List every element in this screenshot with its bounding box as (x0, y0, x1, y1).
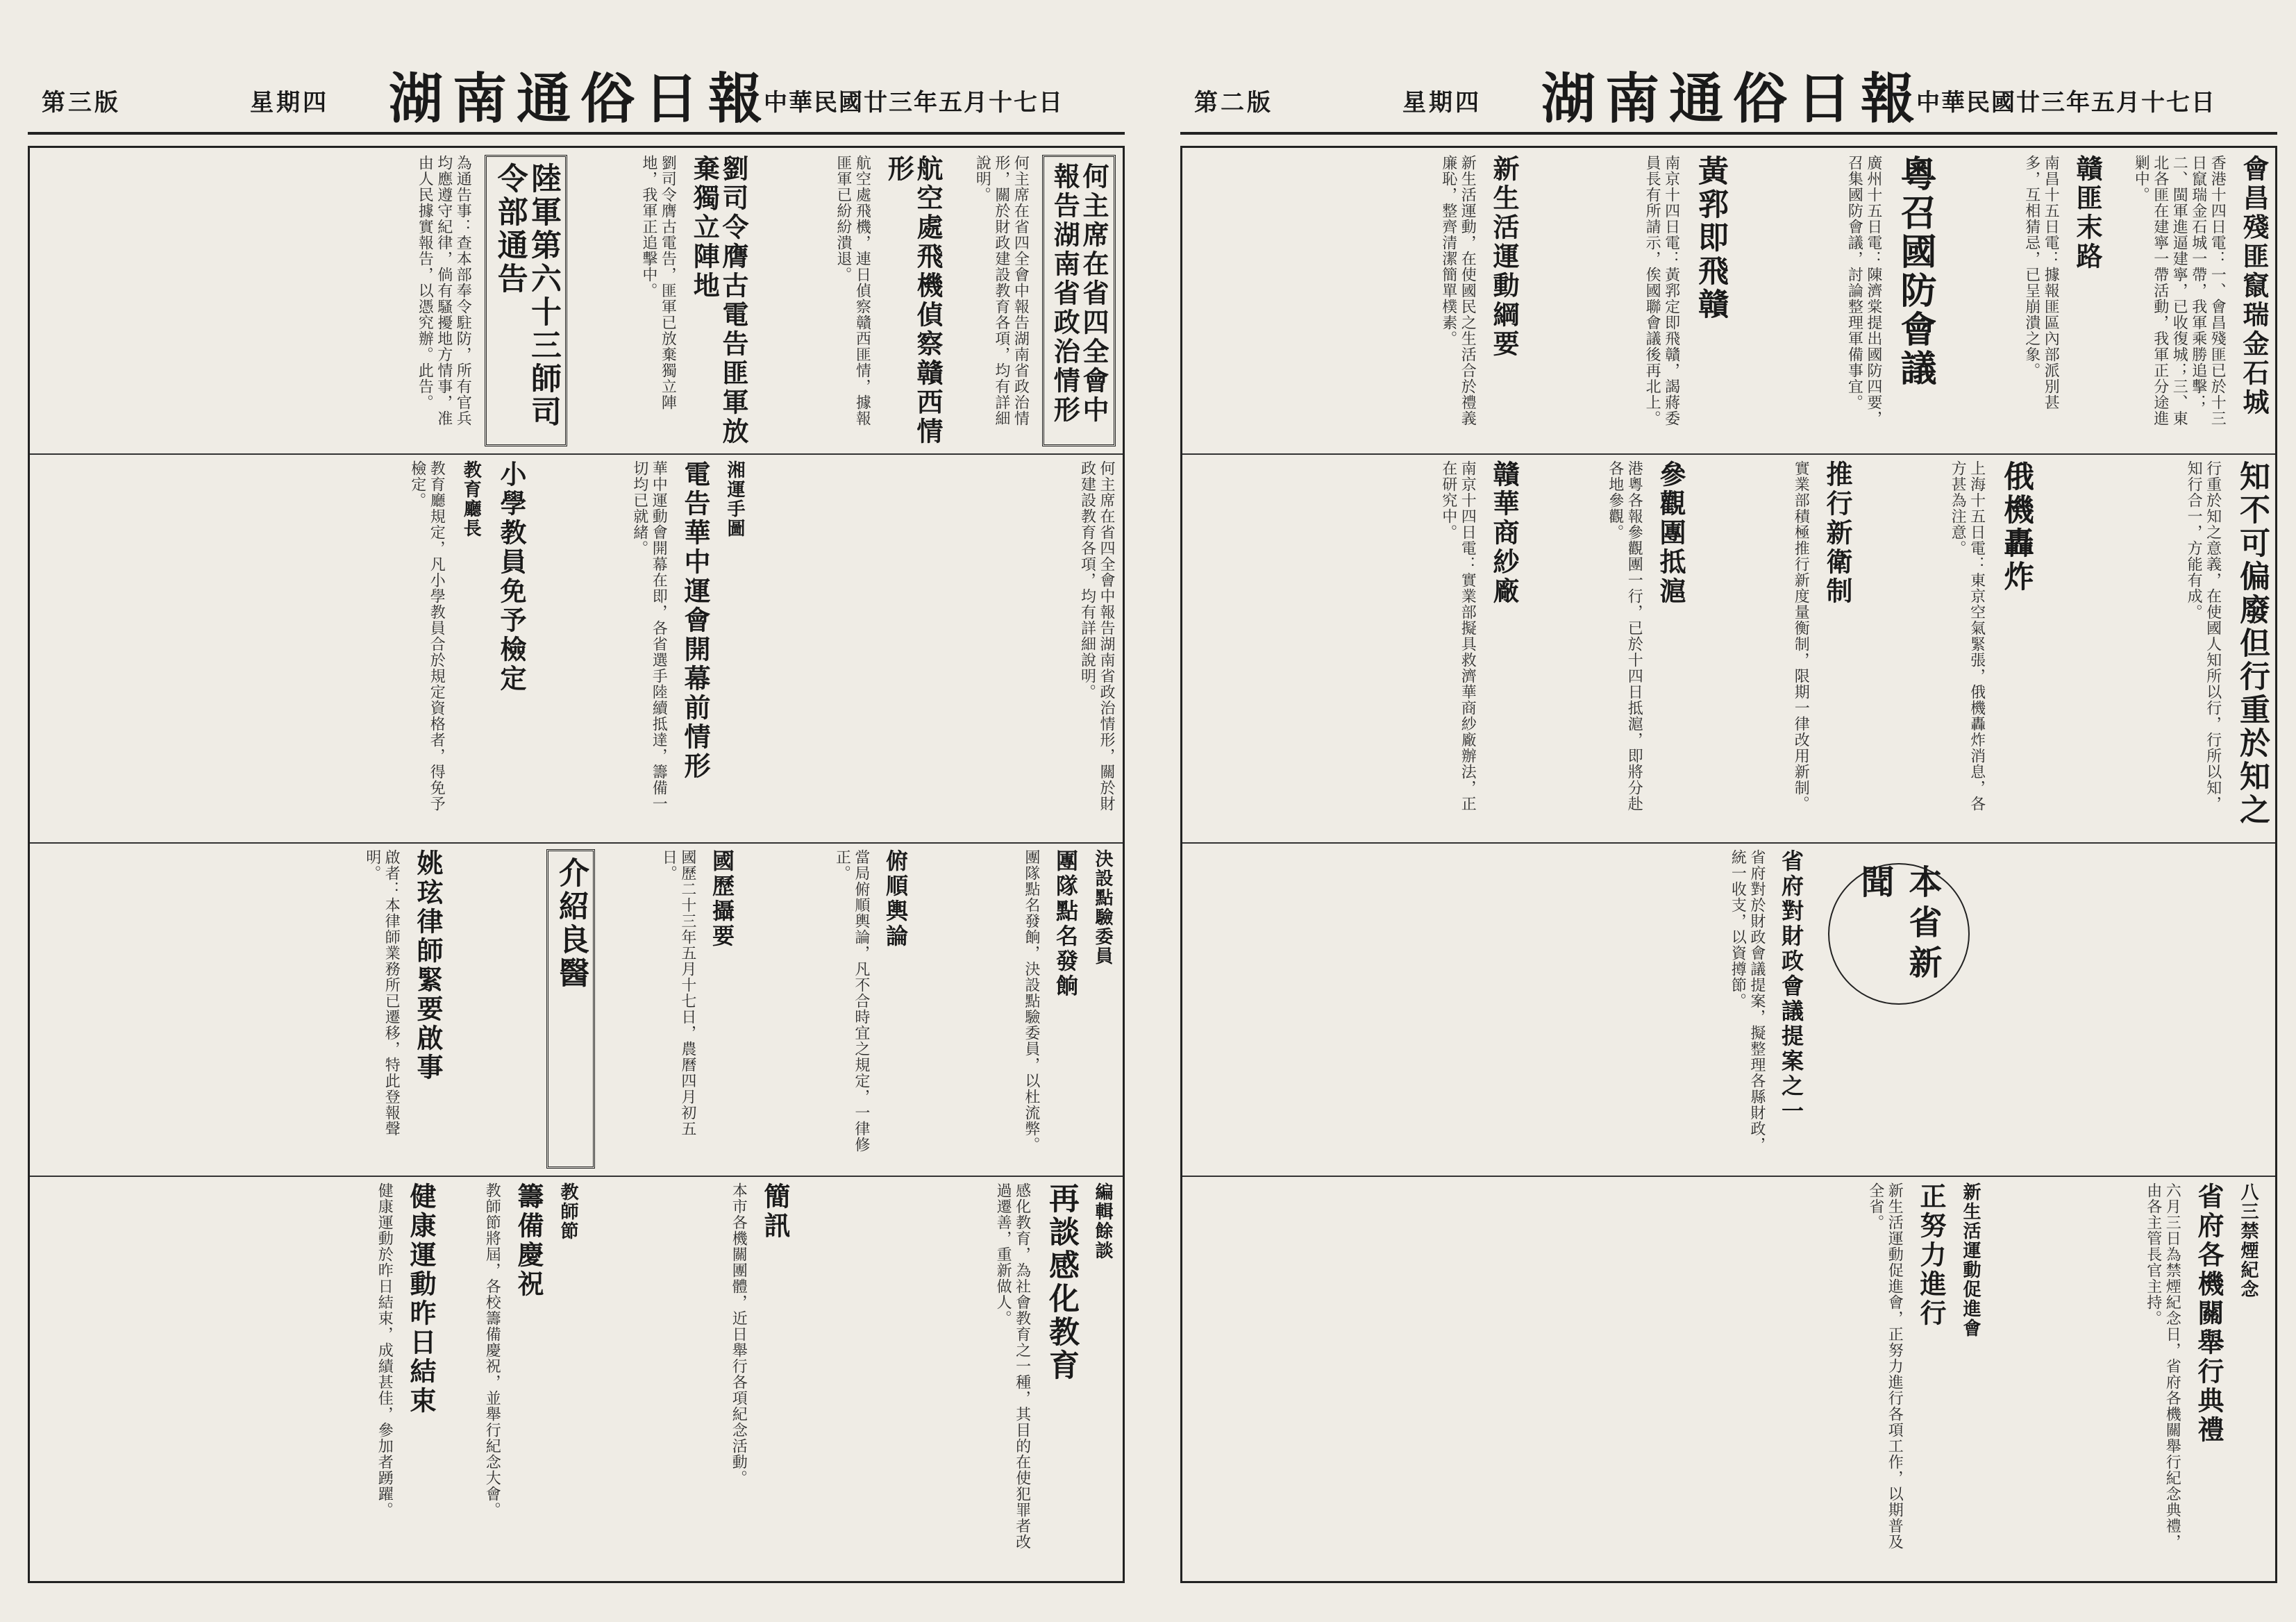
issue-date: 中華民國廿三年五月十七日 (1916, 89, 2216, 117)
masthead (28, 42, 1125, 135)
article-headline: 會昌殘匪竄瑞金石城 (2238, 155, 2270, 417)
article-headline: 俯順輿論 (882, 849, 909, 949)
article-body: 國歷二十三年五月十七日，農曆四月初五日。 (660, 849, 696, 1137)
article-body: 當局俯順輿論，凡不合時宜之規定，一律修正。 (833, 849, 870, 1153)
article-body: 何主席在省四全會中報告湖南省政治情形，關於財政建設教育各項，均有詳細說明。 (973, 155, 1030, 426)
article (2011, 1182, 2261, 1571)
article-headline: 贛匪末路 (2072, 155, 2103, 271)
article-subhead: 八三禁煙紀念 (2238, 1182, 2259, 1299)
article-subhead: 湘運手圖 (724, 460, 745, 538)
article-headline: 團隊點名發餉 (1053, 849, 1079, 999)
article (317, 1182, 435, 1571)
article-headline: 再談感化教育 (1044, 1182, 1079, 1382)
article-headline: 何主席在省四全會中報告湖南省政治情形 (1042, 155, 1116, 446)
section-divider (30, 842, 1123, 844)
section-title: 本省新聞 (1855, 864, 1942, 985)
article (1761, 1182, 1984, 1571)
article-headline: 贛華商紗廠 (1489, 460, 1520, 606)
weekday-label: 星期四 (1402, 89, 1482, 117)
article-body: 健康運動於昨日結束，成績甚佳，參加者踴躍。 (376, 1182, 394, 1518)
article-headline: 小學教員免予檢定 (496, 460, 527, 694)
article-headline: 省府各機關舉行典禮 (2193, 1182, 2224, 1445)
article-body: 香港十四日電：一、會昌殘匪已於十三日竄瑞金石城一帶，我軍乘勝追擊；二、閩軍進逼建寧，已收復城；三、東北各匪在建寧一帶活動，我軍正分途進剿中。 (2132, 155, 2227, 426)
issue-date: 中華民國廿三年五月十七日 (764, 89, 1064, 117)
article (609, 1182, 789, 1571)
article (1380, 460, 1518, 835)
article-body: 行重於知之意義，在使國人知所以行，行所以知，知行合一，方能有成。 (2185, 460, 2222, 812)
article-headline: 姚玹律師緊要啟事 (412, 849, 444, 1082)
article-body: 六月三日為禁煙紀念日，省府各機關舉行紀念典禮，由各主管長官主持。 (2144, 1182, 2181, 1550)
masthead (1180, 42, 2277, 135)
article-body: 新生活運動促進會，正努力進行各項工作，以期普及全省。 (1866, 1182, 1904, 1550)
article-subhead: 教師節 (558, 1182, 578, 1241)
article-headline: 正努力進行 (1916, 1182, 1947, 1328)
page-body (28, 146, 1125, 1583)
local-news-emblem (1828, 863, 1970, 1005)
page-body (1180, 146, 2277, 1583)
article-headline: 推行新衛制 (1822, 460, 1853, 606)
edition-label: 第二版 (1194, 89, 1273, 117)
article (345, 460, 526, 835)
article-body: 南昌十五日電：據報匪區內部派別甚多，互相猜忌，已呈崩潰之象。 (2022, 155, 2060, 410)
article (553, 460, 748, 835)
paper-name: 湖南通俗日報 (1541, 67, 1925, 131)
article-headline: 劉司令膺古電告匪軍放棄獨立陣地 (689, 155, 749, 446)
article (1963, 155, 2102, 446)
article-headline: 知不可偏廢但行重於知之 (2234, 460, 2270, 827)
article-headline: 新生活運動綱要 (1489, 155, 1520, 359)
article-headline: 電告華中運會開幕前情形 (680, 460, 711, 781)
article-body: 本市各機關團體，近日舉行各項紀念活動。 (730, 1182, 748, 1486)
article-body: 省府對於財政會議提案，擬整理各縣財政，統一收支，以資撙節。 (1729, 849, 1766, 1153)
article (970, 155, 1116, 446)
article-headline: 介紹良醫 (546, 849, 595, 1169)
article-headline: 俄機轟炸 (1998, 460, 2034, 594)
article-headline: 健康運動昨日結束 (405, 1182, 437, 1416)
article (2129, 155, 2268, 446)
edition-label: 第三版 (42, 89, 121, 117)
article-subhead: 新生活運動促進會 (1960, 1182, 1981, 1338)
article-body: 團隊點名發餉，決設點驗委員，以杜流弊。 (1022, 849, 1040, 1153)
article (769, 849, 907, 1169)
page-edition-two (1180, 42, 2277, 1590)
article (769, 460, 1116, 835)
article-body: 南京十四日電：黃郛定即飛贛，謁蔣委員長有所請示，俟國聯會議後再北上。 (1643, 155, 1680, 426)
article-headline: 省府對財政會議提案之一 (1778, 849, 1804, 1124)
article (345, 155, 567, 446)
section-divider (30, 1176, 1123, 1177)
article-headline: 籌備慶祝 (513, 1182, 544, 1299)
article (1713, 460, 1852, 835)
article (810, 1182, 1116, 1571)
article-body: 教師節將屆，各校籌備慶祝，並舉行紀念大會。 (483, 1182, 501, 1518)
section-divider (1182, 1176, 2275, 1177)
article (1754, 155, 1935, 446)
article-body: 上海十五日電：東京空氣緊張，俄機轟炸消息，各方甚為注意。 (1949, 460, 1986, 812)
article (595, 155, 748, 446)
article-subhead: 編輯餘談 (1092, 1182, 1113, 1260)
article-headline: 國歷攝要 (709, 849, 735, 949)
article-subhead: 教育廳長 (460, 460, 482, 538)
article-body: 教育廳規定，凡小學教員合於規定資格者，得免予檢定。 (408, 460, 446, 812)
article-headline: 參觀團抵滬 (1655, 460, 1686, 606)
article-body: 為通告事：查本部奉令駐防，所有官兵均應遵守紀律，倘有騷擾地方情事，准由人民據實報告，以憑究辦。此告。 (416, 155, 472, 426)
article (2060, 460, 2268, 835)
article-headline: 陸軍第六十三師司令部通告 (485, 155, 567, 446)
section-divider (1182, 453, 2275, 455)
section-divider (30, 453, 1123, 455)
article (1546, 155, 1727, 446)
article (1879, 460, 2032, 835)
article-body: 廣州十五日電：陳濟棠提出國防四要，召集國防會議，討論整理軍備事宜。 (1845, 155, 1882, 426)
article-body: 航空處飛機，連日偵察贛西匪情，據報匪軍已紛紛潰退。 (834, 155, 871, 426)
article-headline: 黃郛即飛贛 (1693, 155, 1728, 321)
article-headline: 簡訊 (760, 1182, 791, 1241)
article-body: 啟者：本律師業務所已遷移，特此登報聲明。 (363, 849, 401, 1137)
article-body: 港粵各報參觀團一行，已於十四日抵滬，即將分赴各地參觀。 (1606, 460, 1643, 812)
weekday-label: 星期四 (250, 89, 329, 117)
section-divider (1182, 842, 2275, 844)
page-edition-three (28, 42, 1125, 1590)
article (623, 849, 734, 1169)
article-subhead: 決設點驗委員 (1092, 849, 1113, 966)
article-body: 何主席在省四全會中報告湖南省政治情形，關於財政建設教育各項，均有詳細說明。 (1078, 460, 1115, 812)
article (317, 849, 442, 1169)
article-headline: 粵召國防會議 (1894, 155, 1936, 388)
article-body: 華中運動會開幕在即，各省選手陸續抵達，籌備一切均已就緒。 (630, 460, 668, 812)
article-body: 感化教育，為社會教育之一種，其目的在使犯罪者改過遷善，重新做人。 (994, 1182, 1031, 1550)
article-headline: 航空處飛機偵察贛西情形 (883, 155, 944, 446)
article-body: 新生活運動，在使國民之生活合於禮義廉恥，整齊清潔簡單樸素。 (1439, 155, 1477, 426)
article (1546, 460, 1685, 835)
article (470, 849, 595, 1169)
paper-name: 湖南通俗日報 (389, 67, 773, 131)
article (776, 155, 942, 446)
article (935, 849, 1116, 1169)
article-body: 劉司令膺古電告，匪軍已放棄獨立陣地，我軍正追擊中。 (639, 155, 677, 410)
article (463, 1182, 581, 1571)
article (1380, 155, 1518, 446)
article-body: 南京十四日電：實業部擬具救濟華商紗廠辦法，正在研究中。 (1439, 460, 1477, 812)
article-body: 實業部積極推行新度量衡制，限期一律改用新制。 (1792, 460, 1810, 812)
article (1650, 849, 1803, 1169)
